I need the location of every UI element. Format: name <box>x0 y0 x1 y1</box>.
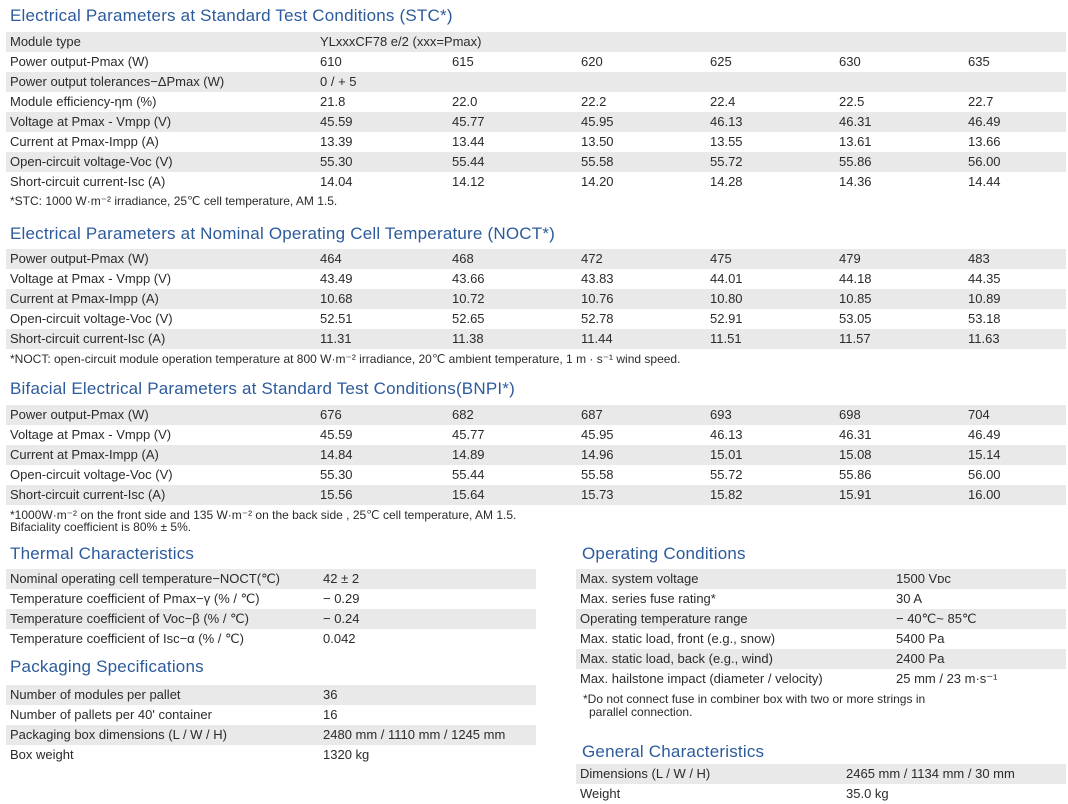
row-value: 43.83 <box>581 271 614 286</box>
row-value: 13.39 <box>320 134 353 149</box>
row-value: 55.44 <box>452 154 485 169</box>
row-value: 610 <box>320 54 342 69</box>
table-row <box>576 609 1066 629</box>
table-row <box>576 669 1066 689</box>
row-value: 11.51 <box>710 331 742 346</box>
row-value: 45.59 <box>320 114 353 129</box>
table-row <box>6 589 536 609</box>
row-value: 15.01 <box>710 447 743 462</box>
row-value: 15.73 <box>581 487 614 502</box>
table-row <box>6 329 1066 349</box>
row-label: Max. hailstone impact (diameter / velocity) <box>580 671 823 686</box>
row-value: 13.44 <box>452 134 485 149</box>
row-value: 42 ± 2 <box>323 571 360 586</box>
row-value: 479 <box>839 251 861 266</box>
table-row <box>6 112 1066 132</box>
row-value: 0.042 <box>323 631 356 646</box>
row-value: 56.00 <box>968 154 1001 169</box>
row-label: Current at Pmax-Impp (A) <box>10 134 159 149</box>
row-label: Max. static load, back (e.g., wind) <box>580 651 773 666</box>
row-label: Number of pallets per 40' container <box>10 707 212 722</box>
row-value: 464 <box>320 251 342 266</box>
row-value: 14.44 <box>968 174 1001 189</box>
row-label: Power output-Pmax (W) <box>10 407 149 422</box>
operating-footnote-1: *Do not connect fuse in combiner box with two or more strings in <box>583 692 926 706</box>
row-value: 30 A <box>896 591 923 606</box>
table-row <box>6 72 1066 92</box>
row-label: Current at Pmax-Impp (A) <box>10 447 159 462</box>
row-value: − 0.24 <box>323 611 360 626</box>
table-row <box>6 609 536 629</box>
noct-footnote: *NOCT: open-circuit module operation temperature at 800 W·m⁻² irradiance, 20℃ ambient temperature, 1 m · s⁻¹ wind speed. <box>10 352 681 366</box>
stc-footnote: *STC: 1000 W·m⁻² irradiance, 25℃ cell temperature, AM 1.5. <box>10 194 338 208</box>
row-value: 46.49 <box>968 114 1001 129</box>
row-value: 46.49 <box>968 427 1001 442</box>
row-value: 16 <box>323 707 338 722</box>
row-value: 52.91 <box>710 311 743 326</box>
row-value: 5400 Pa <box>896 631 945 646</box>
row-value: 13.66 <box>968 134 1001 149</box>
row-label: Short-circuit current-Isc (A) <box>10 174 166 189</box>
noct-section-title: Electrical Parameters at Nominal Operating Cell Temperature (NOCT*) <box>10 224 555 243</box>
row-value: 475 <box>710 251 732 266</box>
row-value: 2465 mm / 1134 mm / 30 mm <box>846 766 1015 781</box>
row-value: 55.86 <box>839 154 872 169</box>
row-value: 52.51 <box>320 311 353 326</box>
table-row <box>6 152 1066 172</box>
row-value: YLxxxCF78 e/2 (xxx=Pmax) <box>320 34 482 49</box>
row-label: Module efficiency-ηm (%) <box>10 94 157 109</box>
row-value: 1500 Vᴅᴄ <box>896 571 951 586</box>
row-label: Box weight <box>10 747 74 762</box>
row-value: 53.05 <box>839 311 872 326</box>
row-label: Power output tolerances−ΔPmax (W) <box>10 74 225 89</box>
bnpi-section-title: Bifacial Electrical Parameters at Standard Test Conditions(BNPI*) <box>10 379 515 398</box>
table-row <box>6 269 1066 289</box>
row-value: 55.72 <box>710 154 743 169</box>
row-label: Open-circuit voltage-Voc (V) <box>10 311 173 326</box>
row-value: 55.30 <box>320 154 353 169</box>
row-value: 14.96 <box>581 447 614 462</box>
row-label: Open-circuit voltage-Voc (V) <box>10 154 173 169</box>
table-row <box>6 569 536 589</box>
table-row <box>576 784 1066 804</box>
row-value: 46.13 <box>710 114 743 129</box>
row-value: 10.80 <box>710 291 743 306</box>
row-value: 45.77 <box>452 427 485 442</box>
row-label: Module type <box>10 34 81 49</box>
row-value: 45.95 <box>581 114 614 129</box>
table-row <box>576 569 1066 589</box>
row-value: 44.18 <box>839 271 872 286</box>
row-value: 2400 Pa <box>896 651 945 666</box>
row-value: 21.8 <box>320 94 346 109</box>
table-row <box>576 589 1066 609</box>
row-label: Operating temperature range <box>580 611 748 626</box>
row-value: 693 <box>710 407 732 422</box>
row-value: 483 <box>968 251 990 266</box>
row-value: 635 <box>968 54 990 69</box>
row-value: 11.44 <box>581 331 613 346</box>
row-value: 55.58 <box>581 467 614 482</box>
row-label: Max. series fuse rating* <box>580 591 716 606</box>
row-label: Packaging box dimensions (L / W / H) <box>10 727 227 742</box>
table-row <box>6 249 1066 269</box>
row-value: 687 <box>581 407 603 422</box>
row-value: 14.89 <box>452 447 485 462</box>
row-label: Max. system voltage <box>580 571 699 586</box>
bnpi-footnote-1: *1000W·m⁻² on the front side and 135 W·m⁻² on the back side , 25℃ cell temperature, AM 1.5. <box>10 508 517 522</box>
row-value: 472 <box>581 251 603 266</box>
table-row <box>6 629 536 649</box>
row-value: 52.65 <box>452 311 485 326</box>
row-label: Temperature coefficient of Voc−β (% / ℃) <box>10 611 249 626</box>
row-label: Dimensions (L / W / H) <box>580 766 711 781</box>
row-label: Temperature coefficient of Isc−α (% / ℃) <box>10 631 244 646</box>
row-label: Open-circuit voltage-Voc (V) <box>10 467 173 482</box>
row-value: 704 <box>968 407 990 422</box>
row-value: 55.86 <box>839 467 872 482</box>
row-label: Number of modules per pallet <box>10 687 181 702</box>
row-value: 620 <box>581 54 603 69</box>
row-label: Max. static load, front (e.g., snow) <box>580 631 776 646</box>
table-row <box>6 289 1066 309</box>
row-label: Weight <box>580 786 621 801</box>
row-value: 10.68 <box>320 291 353 306</box>
row-value: 15.82 <box>710 487 743 502</box>
operating-footnote-2: parallel connection. <box>589 705 693 719</box>
row-value: 46.13 <box>710 427 743 442</box>
thermal-section-title: Thermal Characteristics <box>10 544 195 563</box>
table-row <box>6 465 1066 485</box>
row-value: 52.78 <box>581 311 614 326</box>
row-value: 45.59 <box>320 427 353 442</box>
row-value: 625 <box>710 54 732 69</box>
table-row <box>576 629 1066 649</box>
table-row <box>576 649 1066 669</box>
row-value: 22.5 <box>839 94 865 109</box>
row-value: 15.64 <box>452 487 485 502</box>
row-value: 43.66 <box>452 271 485 286</box>
general-section-title: General Characteristics <box>582 742 765 761</box>
row-value: 16.00 <box>968 487 1001 502</box>
row-value: 55.58 <box>581 154 614 169</box>
table-row <box>6 52 1066 72</box>
table-row <box>6 32 1066 52</box>
row-value: 14.36 <box>839 174 872 189</box>
row-value: 15.56 <box>320 487 353 502</box>
row-value: 676 <box>320 407 342 422</box>
row-value: 44.01 <box>710 271 743 286</box>
row-value: 46.31 <box>839 114 872 129</box>
row-value: 55.44 <box>452 467 485 482</box>
row-value: 13.50 <box>581 134 614 149</box>
row-value: 56.00 <box>968 467 1001 482</box>
row-label: Temperature coefficient of Pmax−γ (% / ℃) <box>10 591 260 606</box>
row-value: 10.89 <box>968 291 1001 306</box>
row-value: 45.95 <box>581 427 614 442</box>
table-row <box>6 92 1066 112</box>
row-value: 43.49 <box>320 271 353 286</box>
row-label: Nominal operating cell temperature−NOCT(℃) <box>10 571 281 586</box>
row-label: Voltage at Pmax - Vmpp (V) <box>10 271 172 286</box>
table-row <box>6 405 1066 425</box>
row-value: 14.84 <box>320 447 353 462</box>
packaging-section-title: Packaging Specifications <box>10 657 204 676</box>
table-row <box>6 309 1066 329</box>
row-value: 14.20 <box>581 174 614 189</box>
table-row <box>6 685 536 705</box>
row-value: 1320 kg <box>323 747 370 762</box>
bnpi-footnote-2: Bifaciality coefficient is 80% ± 5%. <box>10 520 192 534</box>
table-row <box>6 745 536 765</box>
row-value: 22.7 <box>968 94 994 109</box>
row-value: 15.91 <box>839 487 872 502</box>
row-value: 22.0 <box>452 94 478 109</box>
row-value: 630 <box>839 54 861 69</box>
row-value: 10.85 <box>839 291 872 306</box>
stc-section-title: Electrical Parameters at Standard Test Conditions (STC*) <box>10 6 453 25</box>
table-row <box>6 172 1066 192</box>
row-value: 35.0 kg <box>846 786 889 801</box>
row-value: 25 mm / 23 m·s⁻¹ <box>896 671 998 686</box>
row-value: 11.63 <box>968 331 1000 346</box>
row-label: Power output-Pmax (W) <box>10 251 149 266</box>
table-row <box>6 445 1066 465</box>
row-value: 698 <box>839 407 861 422</box>
row-value: 615 <box>452 54 474 69</box>
row-value: 13.61 <box>839 134 872 149</box>
row-label: Current at Pmax-Impp (A) <box>10 291 159 306</box>
row-value: − 40℃~ 85℃ <box>896 611 977 626</box>
row-value: 0 / + 5 <box>320 74 357 89</box>
row-value: 44.35 <box>968 271 1001 286</box>
row-label: Voltage at Pmax - Vmpp (V) <box>10 114 172 129</box>
row-value: 22.2 <box>581 94 607 109</box>
row-label: Short-circuit current-Isc (A) <box>10 331 166 346</box>
row-value: 15.14 <box>968 447 1001 462</box>
row-value: 11.38 <box>452 331 484 346</box>
row-value: 2480 mm / 1110 mm / 1245 mm <box>323 727 506 742</box>
row-value: 10.76 <box>581 291 614 306</box>
row-value: 682 <box>452 407 474 422</box>
row-label: Power output-Pmax (W) <box>10 54 149 69</box>
table-row <box>6 725 536 745</box>
row-value: 22.4 <box>710 94 736 109</box>
row-value: − 0.29 <box>323 591 360 606</box>
row-value: 15.08 <box>839 447 872 462</box>
row-value: 55.30 <box>320 467 353 482</box>
row-value: 14.28 <box>710 174 743 189</box>
table-row <box>6 705 536 725</box>
row-label: Short-circuit current-Isc (A) <box>10 487 166 502</box>
row-value: 46.31 <box>839 427 872 442</box>
row-value: 14.04 <box>320 174 353 189</box>
row-value: 10.72 <box>452 291 485 306</box>
row-value: 468 <box>452 251 474 266</box>
operating-section-title: Operating Conditions <box>582 544 746 563</box>
row-value: 55.72 <box>710 467 743 482</box>
row-value: 36 <box>323 687 338 702</box>
table-row <box>6 485 1066 505</box>
row-value: 11.57 <box>839 331 871 346</box>
table-row <box>6 132 1066 152</box>
row-value: 14.12 <box>452 174 485 189</box>
row-value: 45.77 <box>452 114 485 129</box>
row-value: 11.31 <box>320 331 352 346</box>
row-label: Voltage at Pmax - Vmpp (V) <box>10 427 172 442</box>
table-row <box>576 764 1066 784</box>
row-value: 13.55 <box>710 134 743 149</box>
table-row <box>6 425 1066 445</box>
row-value: 53.18 <box>968 311 1001 326</box>
